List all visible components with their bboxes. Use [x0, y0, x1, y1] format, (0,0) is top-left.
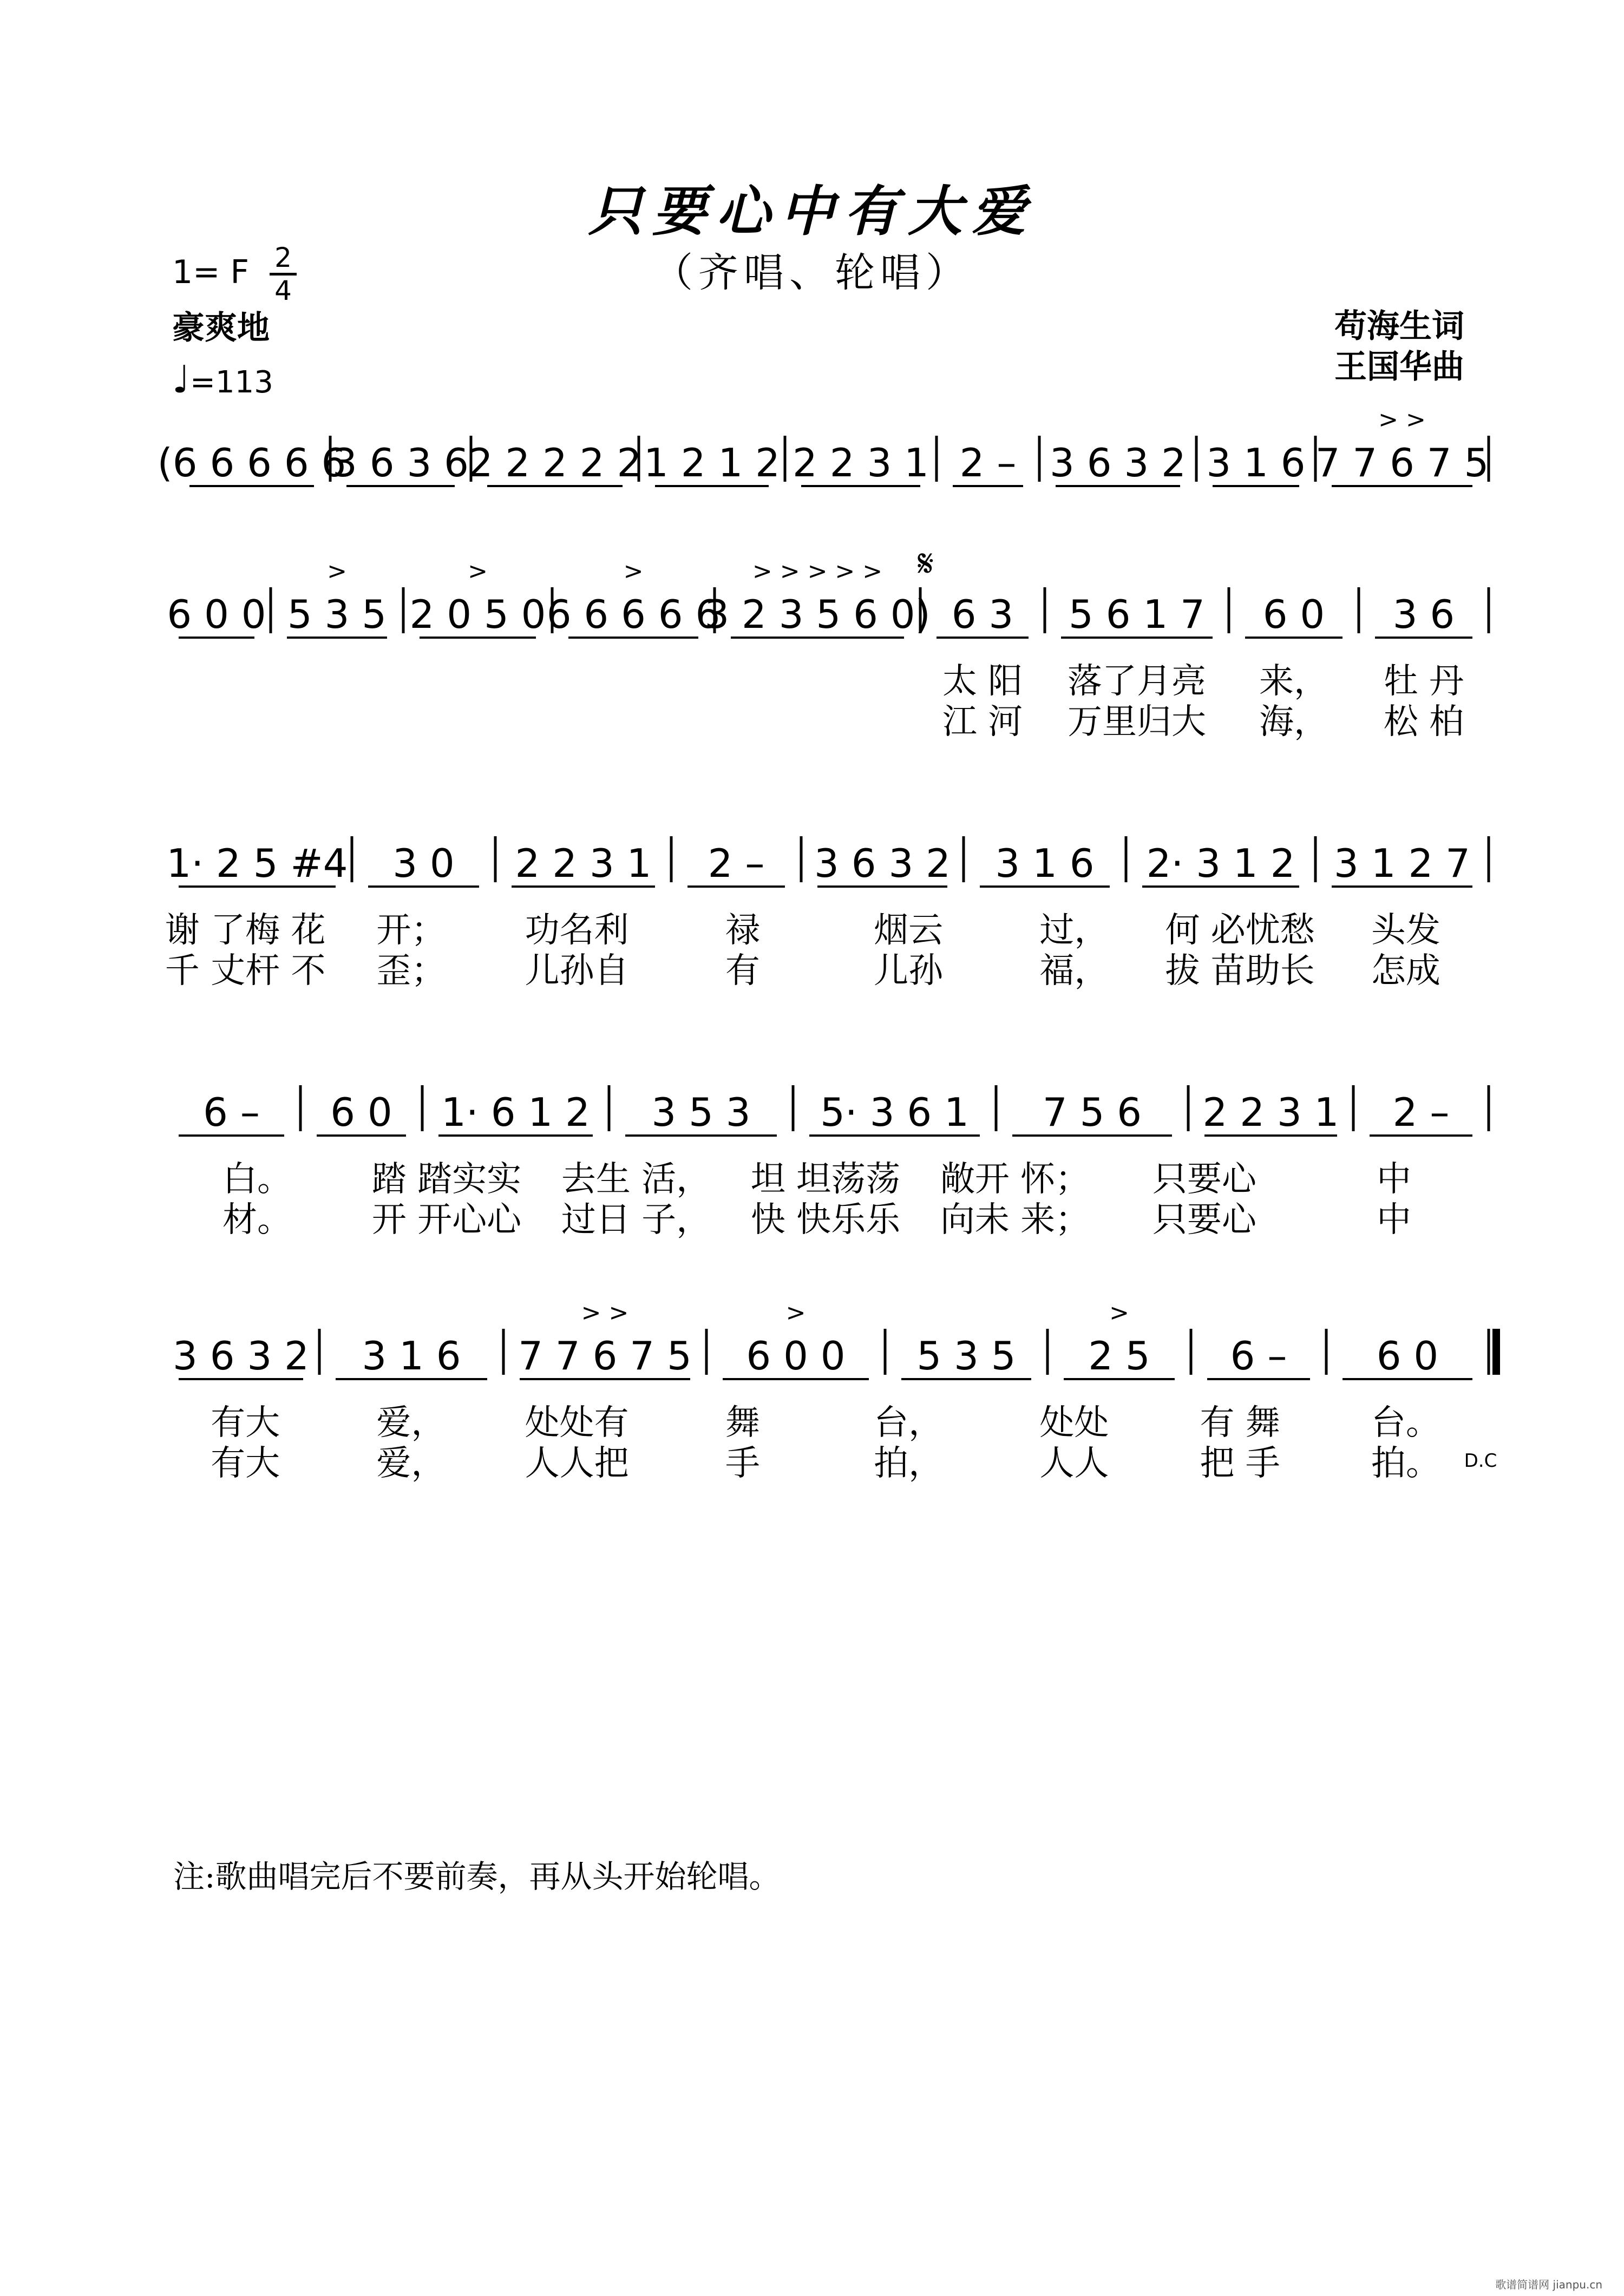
lyric-verse-1: 烟云: [874, 910, 944, 950]
measure-notes: 2 –: [959, 440, 1017, 486]
lyric-verse-2: 快 快乐乐: [750, 1200, 901, 1240]
lyric-verse-1: 过，: [1039, 910, 1109, 950]
accent-mark: >: [623, 557, 644, 585]
lyric-verse-2: 拍。: [1371, 1444, 1440, 1484]
measure-notes: 2 2 3 1: [515, 841, 652, 886]
measure-notes: 3 1 2 7: [1334, 841, 1470, 886]
song-title: 只要心中有大爱: [588, 179, 1036, 243]
lyric-verse-1: 中: [1377, 1159, 1411, 1199]
lyric-verse-2: 人人: [1039, 1444, 1109, 1484]
accent-mark: >: [327, 557, 347, 585]
measure-notes: 2 0 5 0: [409, 592, 546, 637]
measure-notes: 7 5 6: [1042, 1090, 1142, 1135]
accent-mark: > >: [581, 1299, 629, 1327]
lyric-verse-2: 只要心: [1152, 1200, 1256, 1240]
measure-notes: 3 1 6: [1206, 440, 1306, 486]
lyric-verse-2: 松 柏: [1383, 702, 1464, 742]
measure-notes: 6 0: [330, 1090, 392, 1135]
measure-notes: 5· 3 6 1: [820, 1090, 969, 1135]
lyric-verse-2: 手: [725, 1444, 760, 1484]
measure-notes: 3 5 3: [651, 1090, 751, 1135]
measure-notes: (6 6 6 6 6: [157, 440, 346, 486]
lyric-verse-1: 坦 坦荡荡: [750, 1159, 901, 1199]
lyric-verse-1: 功名利: [525, 910, 629, 950]
lyric-verse-2: 向未 来；: [940, 1200, 1090, 1240]
measure-notes: 6 0 0: [167, 592, 266, 637]
measure-notes: 2 2 3 1: [1202, 1090, 1339, 1135]
lyricist-credit: 苟海生词: [1334, 307, 1464, 345]
lyric-verse-1: 有 舞: [1200, 1403, 1280, 1443]
measure-notes: 3 1 6: [995, 841, 1095, 886]
measure-notes: 3 6 3 2: [173, 1333, 309, 1379]
lyric-verse-2: 千 丈杆 不: [165, 951, 326, 991]
measure-notes: 2 –: [1392, 1090, 1450, 1135]
accent-mark: >: [1109, 1299, 1129, 1327]
measure-notes: 2 2 2 2 2: [468, 440, 642, 486]
expression-mark: 豪爽地: [172, 309, 270, 347]
time-signature-denominator: 4: [274, 275, 292, 306]
measure-notes: 6 0: [1262, 592, 1325, 637]
measure-notes: 3 6: [1392, 592, 1455, 637]
lyric-verse-2: 海，: [1259, 702, 1328, 742]
lyric-verse-1: 爱，: [376, 1403, 446, 1443]
lyric-verse-1: 台，: [874, 1403, 944, 1443]
footnote: 注:歌曲唱完后不要前奏，再从头开始轮唱。: [173, 1858, 781, 1895]
lyric-verse-1: 白。: [222, 1159, 292, 1199]
lyric-verse-1: 谢 了梅 花: [165, 910, 326, 950]
measure-notes: 5 3 5: [916, 1333, 1016, 1379]
lyric-verse-2: 开 开心心: [371, 1200, 522, 1240]
measure-notes: 2· 3 1 2: [1146, 841, 1295, 886]
accent-mark: >: [785, 1299, 806, 1327]
measure-notes: 6 0 0: [746, 1333, 846, 1379]
lyric-verse-1: 来，: [1259, 661, 1328, 701]
lyric-verse-1: 落了月亮: [1068, 661, 1206, 701]
measure-notes: 6 3: [951, 592, 1014, 637]
lyric-verse-2: 万里归大: [1068, 702, 1206, 742]
lyric-verse-2: 有: [725, 951, 760, 991]
lyric-verse-2: 中: [1377, 1200, 1411, 1240]
segno-icon: 𝄋: [917, 541, 934, 586]
lyric-verse-2: 人人把: [525, 1444, 629, 1484]
lyric-verse-2: 儿孙自: [525, 951, 629, 991]
measure-notes: 6 –: [203, 1090, 260, 1135]
measure-notes: 2 –: [708, 841, 765, 886]
lyric-verse-1: 牡 丹: [1383, 661, 1464, 701]
measure-notes: 3 2 3 5 6 0): [704, 592, 931, 637]
time-signature-numerator: 2: [274, 242, 292, 273]
lyric-verse-1: 踏 踏实实: [371, 1159, 522, 1199]
lyric-verse-1: 敞开 怀；: [940, 1159, 1090, 1199]
lyric-verse-1: 去生 活，: [561, 1159, 711, 1199]
composer-credit: 王国华曲: [1334, 348, 1464, 386]
lyric-verse-2: 福，: [1039, 951, 1109, 991]
lyric-verse-2: 爱，: [376, 1444, 446, 1484]
lyric-verse-2: 把 手: [1200, 1444, 1280, 1484]
measure-notes: 2 2 3 1: [793, 440, 929, 486]
accent-mark: >: [468, 557, 488, 585]
measure-notes: 6 6 6 6 6: [546, 592, 721, 637]
measure-notes: 6 –: [1230, 1333, 1287, 1379]
lyric-verse-1: 禄: [725, 910, 760, 950]
lyric-verse-2: 儿孙: [874, 951, 944, 991]
measure-notes: 1 2 1 2: [644, 440, 780, 486]
measure-notes: 7 7 6 7 5: [1315, 440, 1489, 486]
lyric-verse-1: 有大: [211, 1403, 280, 1443]
measure-notes: 1· 2 5 #4: [166, 841, 348, 886]
measure-notes: 6 0: [1376, 1333, 1439, 1379]
lyric-verse-1: 太 阳: [942, 661, 1023, 701]
measure-notes: 3 6 3 2: [1050, 440, 1186, 486]
lyric-verse-2: 有大: [211, 1444, 280, 1484]
lyric-verse-2: 歪；: [376, 951, 446, 991]
measure-notes: 7 7 6 7 5: [518, 1333, 692, 1379]
accent-mark: > >: [1378, 406, 1426, 434]
measure-notes: 2 5: [1088, 1333, 1150, 1379]
measure-notes: 3 0: [392, 841, 455, 886]
song-subtitle: （齐唱、轮唱）: [653, 250, 971, 296]
lyric-verse-2: 江 河: [942, 702, 1023, 742]
lyric-verse-1: 开；: [376, 910, 446, 950]
measure-notes: 3 1 6: [362, 1333, 461, 1379]
da-capo-mark: D.C: [1464, 1450, 1497, 1472]
measure-notes: 5 3 5: [287, 592, 387, 637]
lyric-verse-2: 怎成: [1371, 951, 1440, 991]
lyric-verse-1: 舞: [725, 1403, 760, 1443]
lyric-verse-2: 拍，: [874, 1444, 944, 1484]
key-signature: 1= F: [172, 253, 250, 291]
lyric-verse-1: 处处: [1039, 1403, 1109, 1443]
measure-notes: 5 6 1 7: [1069, 592, 1205, 637]
measure-notes: 3 6 3 2: [814, 841, 951, 886]
lyric-verse-2: 材。: [222, 1200, 292, 1240]
lyric-verse-1: 何 必忧愁: [1165, 910, 1315, 950]
tempo-value: =113: [190, 365, 273, 400]
lyric-verse-1: 处处有: [525, 1403, 629, 1443]
lyric-verse-2: 过日 子，: [561, 1200, 711, 1240]
lyric-verse-2: 拔 苗助长: [1165, 951, 1315, 991]
watermark: 歌谱简谱网 jianpu.cn: [1495, 2278, 1602, 2291]
measure-notes: 1· 6 1 2: [441, 1090, 590, 1135]
lyric-verse-1: 只要心: [1152, 1159, 1256, 1199]
lyric-verse-1: 头发: [1371, 910, 1440, 950]
accent-mark: > > > > >: [752, 557, 883, 585]
quarter-note-icon: ♩: [172, 357, 191, 402]
lyric-verse-1: 台。: [1371, 1403, 1440, 1443]
measure-notes: 3 6 3 6: [332, 440, 469, 486]
